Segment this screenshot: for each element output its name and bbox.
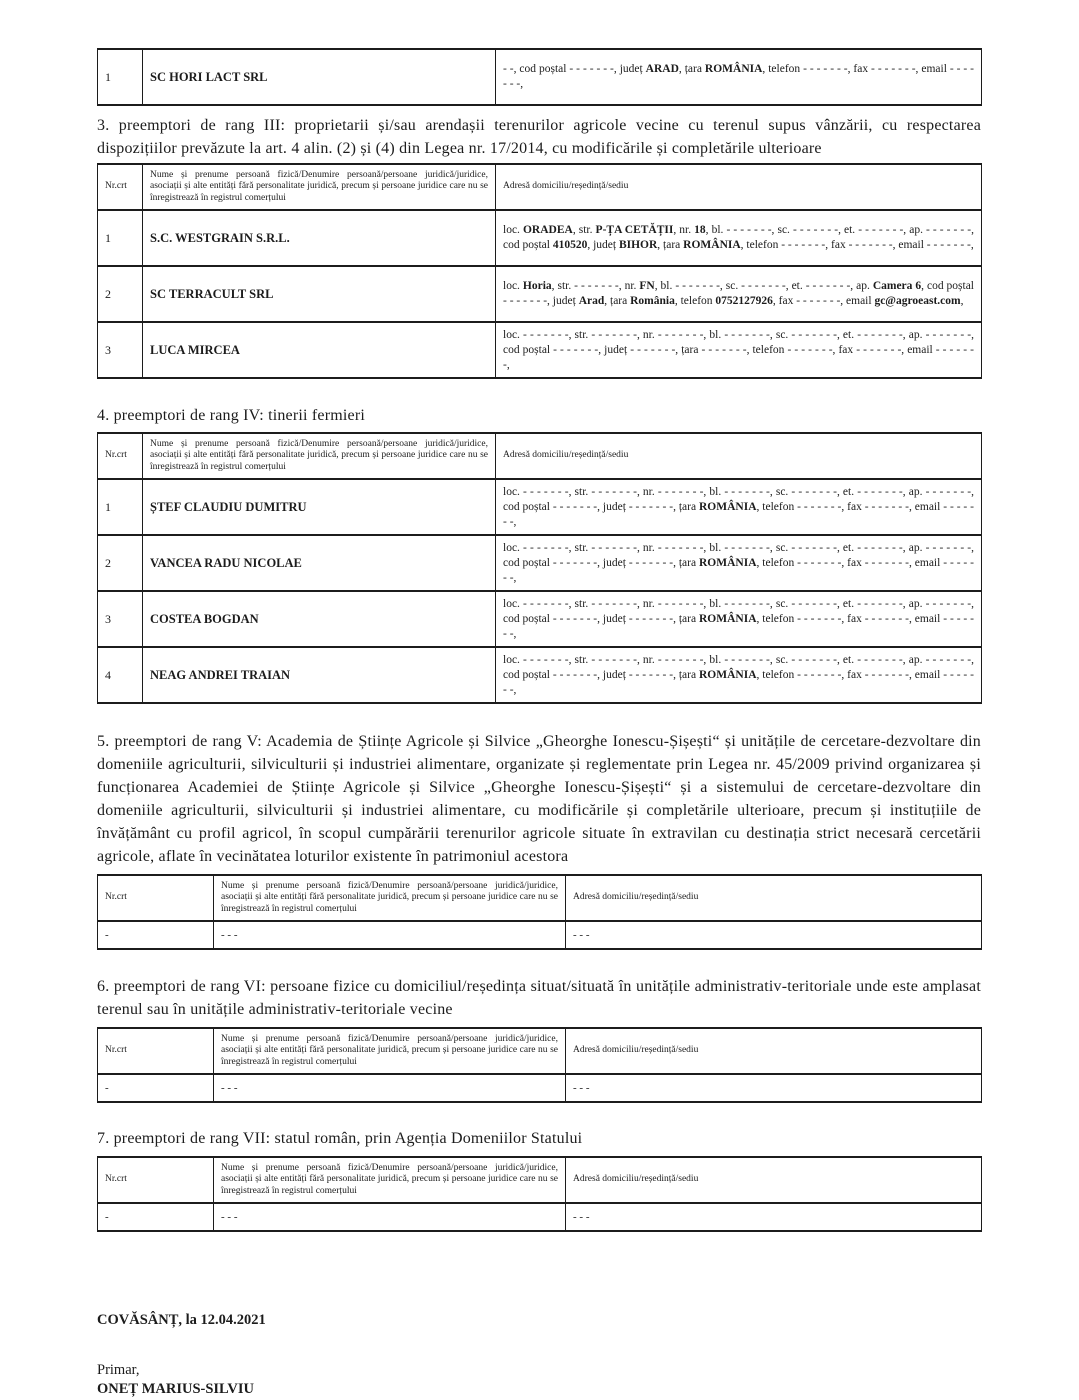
place-and-date: COVĂSÂNȚ, la 12.04.2021 (97, 1312, 266, 1328)
preemptor-name: LUCA MIRCEA (143, 322, 496, 378)
table-header-row (98, 1157, 982, 1203)
table-header-row (98, 433, 982, 479)
header-name: Nume și prenume persoană fizică/Denumire persoană/persoane juridică/juridice, asociații și alte entități fără personalitate juridică, precum și persoane juridice care nu se înregistrează în registrul comerțului (143, 164, 496, 210)
table-row (98, 210, 982, 266)
row-number: 4 (98, 647, 143, 703)
row-number: - (98, 1074, 214, 1102)
section4-table (97, 432, 982, 704)
header-address: Adresă domiciliu/reședință/sediu (496, 433, 982, 479)
header-name: Nume și prenume persoană fizică/Denumire persoană/persoane juridică/juridice, asociații și alte entități fără personalitate juridică, precum și persoane juridice care nu se înregistrează în registrul comerțului (214, 1028, 566, 1074)
table-row (98, 266, 982, 322)
header-nr: Nr.crt (98, 1157, 214, 1203)
row-number: 2 (98, 535, 143, 591)
preemptor-address: - -, cod poștal - - - - - - -, județ ARAD, țara ROMÂNIA, telefon - - - - - - -, fax - - - - - - -, email - - - - - - -, (496, 49, 982, 105)
section7-table (97, 1156, 982, 1232)
preemptor-name: S.C. WESTGRAIN S.R.L. (143, 210, 496, 266)
preemptor-name: SC HORI LACT SRL (143, 49, 496, 105)
section5-heading: 5. preemptori de rang V: Academia de Științe Agricole și Silvice „Gheorghe Ionescu-Șișești“ și unitățile de cercetare-dezvoltare din domeniile agriculturii, silviculturii și industriei alimentare, organizate și reglementate prin Legea nr. 45/2009 privind organizarea și funcționarea Academiei de Științe Agricole și Silvice „Gheorghe Ionescu-Șișești“ și a sistemului de cercetare-dezvoltare din domeniile agriculturii, silviculturii și industriei alimentare, cu modificările și completările ulterioare, precum și instituțiile de învățământ cu profil agricol, în scopul cumpărării terenurilor agricole situate în extravilan cu destinația strict necesară cercetării agricole, aflate în vecinătatea loturilor existente în patrimoniul acestora (97, 733, 981, 865)
section6-table (97, 1027, 982, 1103)
row-number: 1 (98, 210, 143, 266)
row-number: - (98, 921, 214, 949)
header-address: Adresă domiciliu/reședință/sediu (566, 1157, 982, 1203)
preemptor-name: VANCEA RADU NICOLAE (143, 535, 496, 591)
section6-heading: 6. preemptori de rang VI: persoane fizice cu domiciliul/reședința situat/situată în unitățile administrativ-teritoriale unde este amplasat terenul sau în unitățile administrativ-teritoriale vecine (97, 978, 981, 1018)
table-row (98, 921, 982, 949)
row-number: 2 (98, 266, 143, 322)
preemptor-name: ȘTEF CLAUDIU DUMITRU (143, 479, 496, 535)
signer-role: Primar, (97, 1362, 140, 1378)
table-row (98, 535, 982, 591)
preemptor-address: loc. Horia, str. - - - - - - -, nr. FN, bl. - - - - - - -, sc. - - - - - - -, et. - - - - - - -, ap. Camera 6, cod poștal - - - - - - -, județ Arad, țara România, telefon 0752127926, fax - - - - - - -, email gc@agroeast.com, (496, 266, 982, 322)
table-row (98, 647, 982, 703)
section3-table (97, 163, 982, 379)
table-row (98, 49, 982, 105)
preemptor-name: - - - (214, 1203, 566, 1231)
document-page (97, 0, 981, 1398)
table-row (98, 591, 982, 647)
preemptor-address: - - - (566, 921, 982, 949)
header-nr: Nr.crt (98, 433, 143, 479)
header-address: Adresă domiciliu/reședință/sediu (566, 1028, 982, 1074)
section7-heading: 7. preemptori de rang VII: statul român, prin Agenția Domeniilor Statului (97, 1130, 583, 1147)
header-address: Adresă domiciliu/reședință/sediu (566, 875, 982, 921)
header-nr: Nr.crt (98, 1028, 214, 1074)
preemptor-name: NEAG ANDREI TRAIAN (143, 647, 496, 703)
table-row (98, 322, 982, 378)
preemptor-address: loc. - - - - - - -, str. - - - - - - -, nr. - - - - - - -, bl. - - - - - - -, sc. - - - - - - -, et. - - - - - - -, ap. - - - - - - -, cod poștal - - - - - - -, județ - - - - - - -, țara ROMÂNIA, telefon - - - - - - -, fax - - - - - - -, email - - - - - - -, (496, 591, 982, 647)
header-nr: Nr.crt (98, 164, 143, 210)
header-nr: Nr.crt (98, 875, 214, 921)
table-header-row (98, 875, 982, 921)
table-row (98, 479, 982, 535)
header-name: Nume și prenume persoană fizică/Denumire persoană/persoane juridică/juridice, asociații și alte entități fără personalitate juridică, precum și persoane juridice care nu se înregistrează în registrul comerțului (214, 875, 566, 921)
preemptor-name: SC TERRACULT SRL (143, 266, 496, 322)
preemptor-name: COSTEA BOGDAN (143, 591, 496, 647)
signature-block (97, 1312, 981, 1398)
preemptor-address: - - - (566, 1074, 982, 1102)
row-number: 3 (98, 322, 143, 378)
row-number: 1 (98, 479, 143, 535)
section3-heading: 3. preemptori de rang III: proprietarii și/sau arendașii terenurilor agricole vecine cu terenul supus vânzării, cu respectarea dispozițiilor prevăzute la art. 4 alin. (2) și (4) din Legea nr. 17/2014, cu modificările și completările ulterioare (97, 117, 981, 157)
preemptor-address: - - - (566, 1203, 982, 1231)
continuation-table (97, 48, 982, 106)
section4-heading: 4. preemptori de rang IV: tinerii fermieri (97, 407, 366, 424)
preemptor-address: loc. - - - - - - -, str. - - - - - - -, nr. - - - - - - -, bl. - - - - - - -, sc. - - - - - - -, et. - - - - - - -, ap. - - - - - - -, cod poștal - - - - - - -, județ - - - - - - -, țara ROMÂNIA, telefon - - - - - - -, fax - - - - - - -, email - - - - - - -, (496, 647, 982, 703)
row-number: 1 (98, 49, 143, 105)
header-name: Nume și prenume persoană fizică/Denumire persoană/persoane juridică/juridice, asociații și alte entități fără personalitate juridică, precum și persoane juridice care nu se înregistrează în registrul comerțului (143, 433, 496, 479)
preemptor-name: - - - (214, 1074, 566, 1102)
header-name: Nume și prenume persoană fizică/Denumire persoană/persoane juridică/juridice, asociații și alte entități fără personalitate juridică, precum și persoane juridice care nu se înregistrează în registrul comerțului (214, 1157, 566, 1203)
table-header-row (98, 164, 982, 210)
preemptor-address: loc. ORADEA, str. P-ȚA CETĂȚII, nr. 18, bl. - - - - - - -, sc. - - - - - - -, et. - - - - - - -, ap. - - - - - - -, cod poștal 410520, județ BIHOR, țara ROMÂNIA, telefon - - - - - - -, fax - - - - - - -, email - - - - - - -, (496, 210, 982, 266)
section5-table (97, 874, 982, 950)
preemptor-address: loc. - - - - - - -, str. - - - - - - -, nr. - - - - - - -, bl. - - - - - - -, sc. - - - - - - -, et. - - - - - - -, ap. - - - - - - -, cod poștal - - - - - - -, județ - - - - - - -, țara ROMÂNIA, telefon - - - - - - -, fax - - - - - - -, email - - - - - - -, (496, 479, 982, 535)
preemptor-address: loc. - - - - - - -, str. - - - - - - -, nr. - - - - - - -, bl. - - - - - - -, sc. - - - - - - -, et. - - - - - - -, ap. - - - - - - -, cod poștal - - - - - - -, județ - - - - - - -, țara - - - - - - -, telefon - - - - - - -, fax - - - - - - -, email - - - - - - -, (496, 322, 982, 378)
row-number: 3 (98, 591, 143, 647)
header-address: Adresă domiciliu/reședință/sediu (496, 164, 982, 210)
table-header-row (98, 1028, 982, 1074)
table-row (98, 1203, 982, 1231)
row-number: - (98, 1203, 214, 1231)
preemptor-address: loc. - - - - - - -, str. - - - - - - -, nr. - - - - - - -, bl. - - - - - - -, sc. - - - - - - -, et. - - - - - - -, ap. - - - - - - -, cod poștal - - - - - - -, județ - - - - - - -, țara ROMÂNIA, telefon - - - - - - -, fax - - - - - - -, email - - - - - - -, (496, 535, 982, 591)
preemptor-name: - - - (214, 921, 566, 949)
table-row (98, 1074, 982, 1102)
signer-name: ONEȚ MARIUS-SILVIU (97, 1381, 254, 1397)
